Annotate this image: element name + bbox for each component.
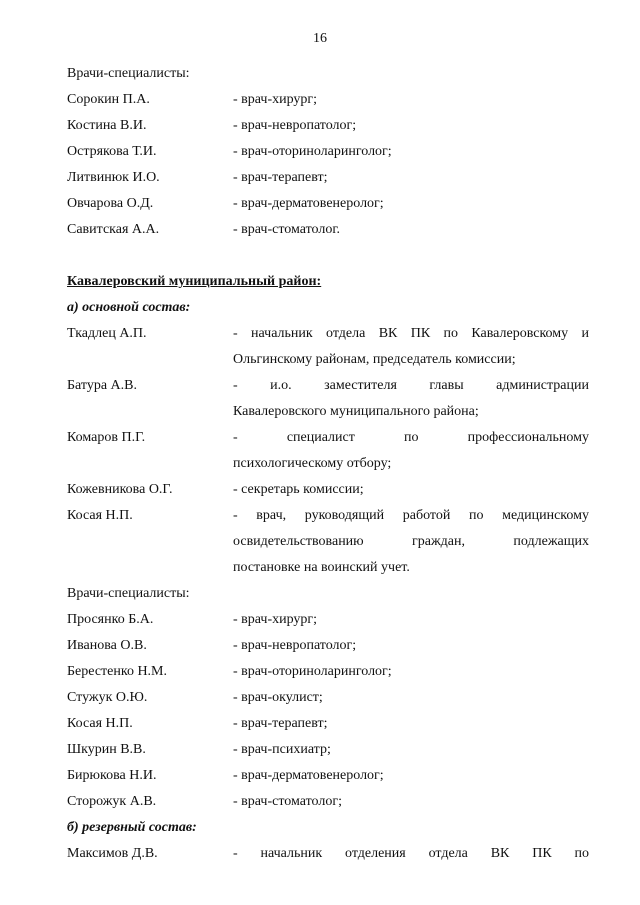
member-role-line: постановке на воинский учет. [233, 560, 410, 575]
member-name: Просянко Б.А. [67, 612, 154, 627]
member-name: Ткадлец А.П. [67, 326, 147, 341]
page-number: 16 [313, 31, 327, 46]
section-title: Кавалеровский муниципальный район: [67, 274, 322, 289]
member-name: Шкурин В.В. [67, 742, 146, 757]
member-name: Савитская А.А. [67, 222, 160, 237]
member-role: - врач-хирург; [233, 92, 318, 107]
member-name: Берестенко Н.М. [67, 664, 168, 679]
list-item [67, 113, 589, 139]
member-role: - врач-хирург; [233, 612, 318, 627]
main-composition-title: а) основной состав: [67, 300, 191, 315]
member-role: - врач-дерматовенеролог; [233, 196, 384, 211]
member-name: Косая Н.П. [67, 716, 133, 731]
member-role: - врач-терапевт; [233, 170, 328, 185]
member-role-line: - начальник отдела ВК ПК по Кавалеровскому и [233, 326, 589, 341]
list-item [67, 607, 589, 633]
list-item [67, 165, 589, 191]
member-role-line: - начальник отделения отдела ВК ПК по [233, 846, 589, 861]
member-role-line: - секретарь комиссии; [233, 482, 364, 497]
list-item [67, 633, 589, 659]
member-name: Овчарова О.Д. [67, 196, 154, 211]
member-role-line: психологическому отбору; [233, 456, 392, 471]
document-body [67, 61, 589, 867]
member-role: - врач-оториноларинголог; [233, 144, 392, 159]
member-role-line: - специалист по профессиональному [233, 430, 589, 445]
list-item [67, 477, 589, 503]
list-item [67, 789, 589, 815]
list-item [67, 841, 589, 867]
list-item [67, 217, 589, 243]
member-role: - врач-оториноларинголог; [233, 664, 392, 679]
list-item [67, 139, 589, 165]
list-item [67, 503, 589, 581]
member-role-line: Ольгинскому районам, председатель комиссии; [233, 352, 516, 367]
member-name: Косая Н.П. [67, 508, 133, 523]
specialists-heading: Врачи-специалисты: [67, 66, 190, 81]
member-role: - врач-дерматовенеролог; [233, 768, 384, 783]
list-item [67, 321, 589, 373]
member-role: - врач-стоматолог. [233, 222, 341, 237]
list-item [67, 87, 589, 113]
blank-line [67, 243, 589, 269]
list-item [67, 711, 589, 737]
member-role: - врач-невропатолог; [233, 638, 357, 653]
specialists-heading: Врачи-специалисты: [67, 586, 190, 601]
member-name: Острякова Т.И. [67, 144, 157, 159]
member-role-line: Кавалеровского муниципального района; [233, 404, 479, 419]
member-name: Стужук О.Ю. [67, 690, 148, 705]
member-name: Иванова О.В. [67, 638, 147, 653]
member-name: Бирюкова Н.И. [67, 768, 157, 783]
member-role: - врач-стоматолог; [233, 794, 342, 809]
member-name: Кожевникова О.Г. [67, 482, 173, 497]
list-item [67, 191, 589, 217]
list-item [67, 685, 589, 711]
list-item [67, 373, 589, 425]
member-role: - врач-психиатр; [233, 742, 331, 757]
member-name: Батура А.В. [67, 378, 137, 393]
list-item [67, 763, 589, 789]
list-item [67, 659, 589, 685]
member-name: Максимов Д.В. [67, 846, 158, 861]
member-role: - врач-терапевт; [233, 716, 328, 731]
member-name: Костина В.И. [67, 118, 147, 133]
member-role: - врач-невропатолог; [233, 118, 357, 133]
list-item [67, 737, 589, 763]
member-name: Сторожук А.В. [67, 794, 157, 809]
member-role-line: - и.о. заместителя главы администрации [233, 378, 589, 393]
member-name: Литвинюк И.О. [67, 170, 160, 185]
reserve-composition-title: б) резервный состав: [67, 820, 197, 835]
member-name: Сорокин П.А. [67, 92, 150, 107]
member-role-line: - врач, руководящий работой по медицинскому [233, 508, 589, 523]
member-role: - врач-окулист; [233, 690, 323, 705]
list-item [67, 425, 589, 477]
member-name: Комаров П.Г. [67, 430, 146, 445]
member-role-line: освидетельствованию граждан, подлежащих [233, 534, 589, 549]
